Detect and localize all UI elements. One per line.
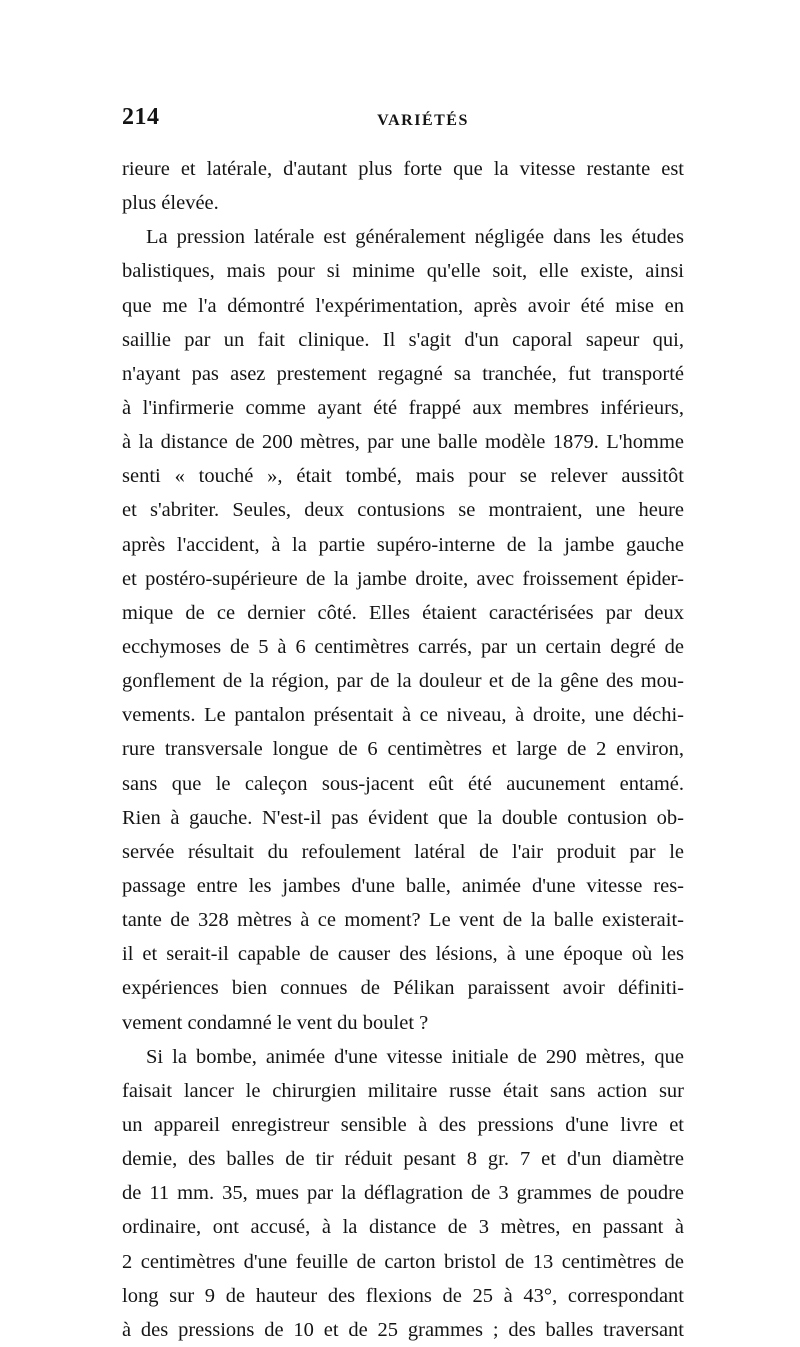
text-line: et s'abriter. Seules, deux contusions se montraient, une heure xyxy=(122,499,684,522)
text-line: tante de 328 mètres à ce moment? Le vent de la balle existerait- xyxy=(122,909,684,932)
text-line: à l'infirmerie comme ayant été frappé aux membres inférieurs, xyxy=(122,396,684,419)
text-line: après l'accident, à la partie supéro-interne de la jambe gauche xyxy=(122,533,684,556)
text-line: faisait lancer le chirurgien militaire russe était sans action sur xyxy=(122,1079,684,1102)
text-line: mique de ce dernier côté. Elles étaient caractérisées par deux xyxy=(122,601,684,624)
section-title: VARIÉTÉS xyxy=(377,112,469,129)
page-number: 214 xyxy=(122,104,160,130)
text-line: rieure et latérale, d'autant plus forte que la vitesse restante est xyxy=(122,158,684,180)
text-line: Si la bombe, animée d'une vitesse initiale de 290 mètres, que xyxy=(146,1045,684,1068)
text-line: saillie par un fait clinique. Il s'agit d'un caporal sapeur qui, xyxy=(122,328,684,351)
text-line: expériences bien connues de Pélikan paraissent avoir définiti- xyxy=(122,977,684,1000)
text-line: Rien à gauche. N'est-il pas évident que la double contusion ob- xyxy=(122,806,684,829)
text-line: un appareil enregistreur sensible à des pressions d'une livre et xyxy=(122,1113,684,1136)
text-line: que me l'a démontré l'expérimentation, après avoir été mise en xyxy=(122,294,684,317)
text-line: de 11 mm. 35, mues par la déflagration de 3 grammes de poudre xyxy=(122,1182,684,1205)
text-line: à la distance de 200 mètres, par une balle modèle 1879. L'homme xyxy=(122,431,684,454)
text-body xyxy=(122,152,684,1347)
text-line: La pression latérale est généralement négligée dans les études xyxy=(146,226,684,249)
text-line: il et serait-il capable de causer des lésions, à une époque où les xyxy=(122,943,684,966)
text-line: n'ayant pas asez prestement regagné sa tranchée, fut transporté xyxy=(122,362,684,385)
text-line: servée résultait du refoulement latéral de l'air produit par le xyxy=(122,840,684,863)
text-line: passage entre les jambes d'une balle, animée d'une vitesse res- xyxy=(122,874,684,897)
text-line: rure transversale longue de 6 centimètres et large de 2 environ, xyxy=(122,738,684,761)
text-line: demie, des balles de tir réduit pesant 8 gr. 7 et d'un diamètre xyxy=(122,1148,684,1171)
text-line: balistiques, mais pour si minime qu'elle soit, elle existe, ainsi xyxy=(122,260,684,283)
text-line: et postéro-supérieure de la jambe droite, avec froissement épider- xyxy=(122,567,684,590)
text-line: 2 centimètres d'une feuille de carton bristol de 13 centimètres de xyxy=(122,1250,684,1273)
running-head xyxy=(122,104,684,140)
text-line: vements. Le pantalon présentait à ce niveau, à droite, une déchi- xyxy=(122,704,684,727)
text-line: ecchymoses de 5 à 6 centimètres carrés, par un certain degré de xyxy=(122,635,684,658)
text-line: long sur 9 de hauteur des flexions de 25 à 43°, correspondant xyxy=(122,1284,684,1307)
text-line: plus élevée. xyxy=(122,192,219,215)
text-line: senti « touché », était tombé, mais pour se relever aussitôt xyxy=(122,465,684,488)
text-line: sans que le caleçon sous-jacent eût été aucunement entamé. xyxy=(122,772,684,795)
text-line: vement condamné le vent du boulet ? xyxy=(122,1011,429,1034)
text-line: à des pressions de 10 et de 25 grammes ; des balles traversant xyxy=(122,1318,684,1341)
text-line: gonflement de la région, par de la douleur et de la gêne des mou- xyxy=(122,670,684,693)
text-line: ordinaire, ont accusé, à la distance de 3 mètres, en passant à xyxy=(122,1216,684,1239)
